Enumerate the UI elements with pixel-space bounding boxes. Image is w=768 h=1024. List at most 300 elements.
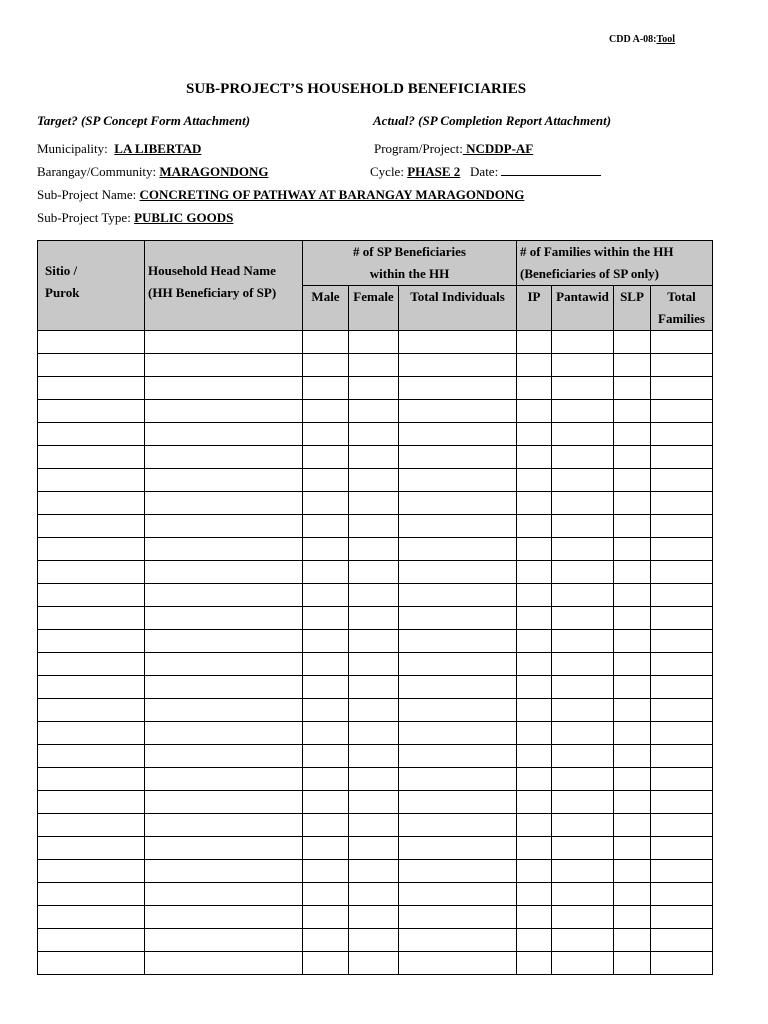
table-cell[interactable] — [145, 492, 303, 515]
table-cell[interactable] — [145, 423, 303, 446]
table-cell[interactable] — [552, 469, 614, 492]
table-cell[interactable] — [651, 377, 713, 400]
table-cell[interactable] — [145, 515, 303, 538]
table-cell[interactable] — [517, 676, 552, 699]
table-cell[interactable] — [303, 768, 349, 791]
table-cell[interactable] — [517, 814, 552, 837]
table-cell[interactable] — [517, 515, 552, 538]
table-cell[interactable] — [145, 400, 303, 423]
table-cell[interactable] — [614, 952, 651, 975]
table-cell[interactable] — [349, 929, 399, 952]
table-cell[interactable] — [399, 768, 517, 791]
table-cell[interactable] — [399, 584, 517, 607]
table-cell[interactable] — [303, 538, 349, 561]
table-cell[interactable] — [303, 745, 349, 768]
table-cell[interactable] — [145, 745, 303, 768]
table-cell[interactable] — [517, 745, 552, 768]
table-cell[interactable] — [303, 952, 349, 975]
table-row — [38, 469, 713, 492]
date-label: Date: — [470, 164, 499, 179]
table-cell[interactable] — [38, 906, 145, 929]
table-cell[interactable] — [303, 469, 349, 492]
col-hh-header — [145, 241, 303, 331]
table-cell[interactable] — [517, 630, 552, 653]
table-cell[interactable] — [349, 538, 399, 561]
table-cell[interactable] — [349, 883, 399, 906]
table-row — [38, 423, 713, 446]
table-cell[interactable] — [38, 929, 145, 952]
table-cell[interactable] — [614, 561, 651, 584]
table-cell[interactable] — [399, 952, 517, 975]
table-cell[interactable] — [38, 515, 145, 538]
table-cell[interactable] — [349, 377, 399, 400]
table-cell[interactable] — [38, 331, 145, 354]
table-cell[interactable] — [651, 676, 713, 699]
table-cell[interactable] — [303, 400, 349, 423]
table-cell[interactable] — [38, 768, 145, 791]
table-cell[interactable] — [651, 883, 713, 906]
table-cell[interactable] — [38, 400, 145, 423]
table-cell[interactable] — [145, 584, 303, 607]
table-cell[interactable] — [303, 515, 349, 538]
table-cell[interactable] — [517, 607, 552, 630]
table-cell[interactable] — [651, 400, 713, 423]
table-cell[interactable] — [651, 469, 713, 492]
table-cell[interactable] — [303, 377, 349, 400]
table-row — [38, 883, 713, 906]
table-cell[interactable] — [517, 400, 552, 423]
table-cell[interactable] — [651, 584, 713, 607]
table-cell[interactable] — [145, 699, 303, 722]
table-cell[interactable] — [38, 354, 145, 377]
table-cell[interactable] — [552, 607, 614, 630]
beneficiaries-table — [37, 240, 713, 975]
table-row — [38, 354, 713, 377]
table-cell[interactable] — [651, 814, 713, 837]
table-cell[interactable] — [399, 423, 517, 446]
table-cell[interactable] — [651, 561, 713, 584]
table-cell[interactable] — [349, 676, 399, 699]
table-cell[interactable] — [552, 653, 614, 676]
table-cell[interactable] — [349, 607, 399, 630]
table-cell[interactable] — [145, 469, 303, 492]
table-cell[interactable] — [303, 607, 349, 630]
table-cell[interactable] — [399, 653, 517, 676]
col-sitio-line1: Sitio / — [45, 263, 78, 278]
table-cell[interactable] — [349, 400, 399, 423]
table-cell[interactable] — [38, 561, 145, 584]
table-cell[interactable] — [552, 699, 614, 722]
table-cell[interactable] — [349, 584, 399, 607]
table-cell[interactable] — [614, 814, 651, 837]
table-cell[interactable] — [614, 492, 651, 515]
group-fam-line2: (Beneficiaries of SP only) — [520, 266, 660, 281]
table-cell[interactable] — [145, 331, 303, 354]
subproject-type-value: PUBLIC GOODS — [134, 210, 234, 225]
table-cell[interactable] — [399, 377, 517, 400]
table-cell[interactable] — [614, 929, 651, 952]
table-cell[interactable] — [614, 768, 651, 791]
subproject-name-label: Sub-Project Name: — [37, 187, 137, 202]
table-cell[interactable] — [552, 423, 614, 446]
table-cell[interactable] — [303, 584, 349, 607]
target-label: Target? (SP Concept Form Attachment) — [37, 113, 251, 128]
table-cell[interactable] — [303, 791, 349, 814]
table-cell[interactable] — [614, 906, 651, 929]
table-cell[interactable] — [614, 722, 651, 745]
table-cell[interactable] — [552, 722, 614, 745]
table-cell[interactable] — [145, 883, 303, 906]
table-cell[interactable] — [399, 469, 517, 492]
table-cell[interactable] — [517, 354, 552, 377]
table-cell[interactable] — [651, 354, 713, 377]
table-row — [38, 814, 713, 837]
table-cell[interactable] — [614, 469, 651, 492]
table-cell[interactable] — [552, 630, 614, 653]
col-sitio-header — [38, 241, 145, 331]
table-cell[interactable] — [38, 699, 145, 722]
table-cell[interactable] — [651, 630, 713, 653]
table-cell[interactable] — [145, 814, 303, 837]
table-cell[interactable] — [145, 607, 303, 630]
program-field — [374, 141, 533, 157]
table-cell[interactable] — [614, 607, 651, 630]
table-cell[interactable] — [614, 584, 651, 607]
table-cell[interactable] — [399, 331, 517, 354]
table-cell[interactable] — [399, 837, 517, 860]
cycle-label: Cycle: — [370, 164, 404, 179]
table-cell[interactable] — [552, 400, 614, 423]
table-cell[interactable] — [651, 860, 713, 883]
table-cell[interactable] — [38, 745, 145, 768]
table-cell[interactable] — [38, 584, 145, 607]
group-fam-header — [517, 241, 713, 286]
table-row — [38, 952, 713, 975]
table-cell[interactable] — [145, 561, 303, 584]
table-cell[interactable] — [349, 722, 399, 745]
table-cell[interactable] — [517, 331, 552, 354]
table-cell[interactable] — [349, 699, 399, 722]
table-cell[interactable] — [399, 699, 517, 722]
table-cell[interactable] — [349, 952, 399, 975]
table-cell[interactable] — [349, 561, 399, 584]
table-cell[interactable] — [552, 860, 614, 883]
table-cell[interactable] — [517, 883, 552, 906]
table-cell[interactable] — [517, 906, 552, 929]
table-cell[interactable] — [349, 745, 399, 768]
table-cell[interactable] — [614, 538, 651, 561]
group-sp-line1: # of SP Beneficiaries — [352, 244, 466, 259]
table-cell[interactable] — [614, 883, 651, 906]
table-cell[interactable] — [349, 630, 399, 653]
table-row — [38, 377, 713, 400]
table-cell[interactable] — [145, 860, 303, 883]
table-cell[interactable] — [145, 768, 303, 791]
table-cell[interactable] — [614, 331, 651, 354]
table-row — [38, 446, 713, 469]
table-cell[interactable] — [349, 906, 399, 929]
table-cell[interactable] — [145, 377, 303, 400]
table-cell[interactable] — [614, 630, 651, 653]
table-cell[interactable] — [38, 630, 145, 653]
table-cell[interactable] — [517, 837, 552, 860]
table-cell[interactable] — [303, 860, 349, 883]
table-cell[interactable] — [517, 423, 552, 446]
table-cell[interactable] — [145, 446, 303, 469]
table-cell[interactable] — [349, 469, 399, 492]
table-cell[interactable] — [614, 446, 651, 469]
table-cell[interactable] — [399, 814, 517, 837]
table-cell[interactable] — [651, 538, 713, 561]
table-cell[interactable] — [614, 377, 651, 400]
table-row — [38, 722, 713, 745]
table-cell[interactable] — [303, 699, 349, 722]
table-cell[interactable] — [399, 722, 517, 745]
table-cell[interactable] — [399, 745, 517, 768]
table-cell[interactable] — [145, 837, 303, 860]
table-cell[interactable] — [517, 791, 552, 814]
table-cell[interactable] — [651, 722, 713, 745]
table-cell[interactable] — [651, 768, 713, 791]
table-cell[interactable] — [614, 400, 651, 423]
table-cell[interactable] — [38, 423, 145, 446]
table-cell[interactable] — [303, 354, 349, 377]
table-cell[interactable] — [303, 814, 349, 837]
table-cell[interactable] — [145, 630, 303, 653]
sub-male: Male — [303, 286, 349, 331]
table-row — [38, 561, 713, 584]
table-cell[interactable] — [517, 446, 552, 469]
table-cell[interactable] — [38, 446, 145, 469]
table-cell[interactable] — [552, 929, 614, 952]
table-cell[interactable] — [399, 607, 517, 630]
table-cell[interactable] — [552, 538, 614, 561]
table-cell[interactable] — [552, 561, 614, 584]
table-cell[interactable] — [399, 860, 517, 883]
table-cell[interactable] — [517, 492, 552, 515]
table-cell[interactable] — [651, 745, 713, 768]
table-cell[interactable] — [399, 446, 517, 469]
table-cell[interactable] — [303, 883, 349, 906]
table-cell[interactable] — [651, 837, 713, 860]
table-cell[interactable] — [552, 354, 614, 377]
table-cell[interactable] — [349, 354, 399, 377]
table-cell[interactable] — [399, 906, 517, 929]
table-body — [38, 331, 713, 975]
table-cell[interactable] — [349, 860, 399, 883]
table-cell[interactable] — [303, 676, 349, 699]
table-cell[interactable] — [614, 653, 651, 676]
table-cell[interactable] — [303, 492, 349, 515]
table-row — [38, 515, 713, 538]
table-cell[interactable] — [349, 331, 399, 354]
table-cell[interactable] — [651, 906, 713, 929]
table-cell[interactable] — [552, 883, 614, 906]
table-cell[interactable] — [303, 446, 349, 469]
table-cell[interactable] — [552, 676, 614, 699]
table-cell[interactable] — [303, 331, 349, 354]
table-cell[interactable] — [517, 722, 552, 745]
table-cell[interactable] — [552, 745, 614, 768]
group-sp-header — [303, 241, 517, 286]
table-row — [38, 653, 713, 676]
sub-total-families-line1: Total — [667, 289, 696, 304]
table-cell[interactable] — [399, 515, 517, 538]
table-cell[interactable] — [399, 400, 517, 423]
table-cell[interactable] — [303, 929, 349, 952]
table-cell[interactable] — [303, 722, 349, 745]
table-cell[interactable] — [614, 515, 651, 538]
subproject-type-label: Sub-Project Type: — [37, 210, 131, 225]
table-row — [38, 837, 713, 860]
table-cell[interactable] — [349, 515, 399, 538]
table-cell[interactable] — [145, 929, 303, 952]
table-cell[interactable] — [303, 653, 349, 676]
table-cell[interactable] — [303, 630, 349, 653]
table-cell[interactable] — [399, 354, 517, 377]
table-cell[interactable] — [349, 653, 399, 676]
table-row — [38, 699, 713, 722]
table-cell[interactable] — [399, 538, 517, 561]
table-cell[interactable] — [614, 860, 651, 883]
sub-total-individuals: Total Individuals — [399, 286, 517, 331]
table-cell[interactable] — [614, 354, 651, 377]
table-cell[interactable] — [303, 837, 349, 860]
table-cell[interactable] — [303, 906, 349, 929]
table-cell[interactable] — [38, 814, 145, 837]
table-cell[interactable] — [552, 791, 614, 814]
table-cell[interactable] — [38, 469, 145, 492]
table-cell[interactable] — [651, 423, 713, 446]
date-blank[interactable] — [501, 164, 601, 176]
table-cell[interactable] — [552, 377, 614, 400]
table-cell[interactable] — [517, 653, 552, 676]
table-cell[interactable] — [651, 699, 713, 722]
barangay-value: MARAGONDONG — [159, 164, 269, 179]
table-cell[interactable] — [517, 860, 552, 883]
table-cell[interactable] — [517, 561, 552, 584]
table-cell[interactable] — [517, 952, 552, 975]
table-cell[interactable] — [349, 791, 399, 814]
table-cell[interactable] — [38, 377, 145, 400]
table-cell[interactable] — [145, 952, 303, 975]
municipality-label: Municipality: — [37, 141, 108, 156]
table-cell[interactable] — [145, 791, 303, 814]
col-hh-line2: (HH Beneficiary of SP) — [148, 285, 277, 300]
form-code-text: CDD A-08: — [609, 34, 657, 45]
table-cell[interactable] — [651, 515, 713, 538]
table-cell[interactable] — [349, 423, 399, 446]
table-cell[interactable] — [552, 906, 614, 929]
form-code — [609, 34, 675, 45]
barangay-label: Barangay/Community: — [37, 164, 157, 179]
table-cell[interactable] — [552, 768, 614, 791]
table-cell[interactable] — [38, 722, 145, 745]
table-cell[interactable] — [651, 607, 713, 630]
table-cell[interactable] — [651, 492, 713, 515]
table-cell[interactable] — [38, 492, 145, 515]
table-cell[interactable] — [651, 791, 713, 814]
table-cell[interactable] — [349, 814, 399, 837]
table-cell[interactable] — [349, 837, 399, 860]
table-cell[interactable] — [552, 492, 614, 515]
table-cell[interactable] — [38, 653, 145, 676]
table-row — [38, 768, 713, 791]
program-label: Program/Project: — [374, 141, 463, 156]
table-cell[interactable] — [349, 768, 399, 791]
table-cell[interactable] — [651, 929, 713, 952]
table-cell[interactable] — [517, 699, 552, 722]
table-cell[interactable] — [303, 561, 349, 584]
table-cell[interactable] — [614, 837, 651, 860]
table-cell[interactable] — [614, 676, 651, 699]
table-cell[interactable] — [517, 469, 552, 492]
table-cell[interactable] — [517, 377, 552, 400]
table-cell[interactable] — [38, 883, 145, 906]
table-cell[interactable] — [145, 722, 303, 745]
table-cell[interactable] — [145, 354, 303, 377]
table-cell[interactable] — [399, 929, 517, 952]
table-cell[interactable] — [517, 768, 552, 791]
table-cell[interactable] — [517, 584, 552, 607]
table-cell[interactable] — [552, 331, 614, 354]
table-cell[interactable] — [38, 837, 145, 860]
table-cell[interactable] — [651, 446, 713, 469]
table-cell[interactable] — [38, 952, 145, 975]
table-cell[interactable] — [38, 676, 145, 699]
table-cell[interactable] — [38, 538, 145, 561]
table-cell[interactable] — [651, 331, 713, 354]
table-cell[interactable] — [552, 952, 614, 975]
table-cell[interactable] — [399, 883, 517, 906]
table-cell[interactable] — [552, 837, 614, 860]
table-cell[interactable] — [552, 584, 614, 607]
table-cell[interactable] — [38, 860, 145, 883]
table-cell[interactable] — [552, 515, 614, 538]
table-cell[interactable] — [399, 561, 517, 584]
table-cell[interactable] — [651, 952, 713, 975]
subproject-name-value: CONCRETING OF PATHWAY AT BARANGAY MARAGONDONG — [139, 187, 525, 202]
table-cell[interactable] — [552, 814, 614, 837]
table-row — [38, 630, 713, 653]
table-cell[interactable] — [399, 630, 517, 653]
subproject-type-field — [37, 210, 233, 226]
table-cell[interactable] — [614, 699, 651, 722]
sub-slp: SLP — [614, 286, 651, 331]
table-cell[interactable] — [349, 446, 399, 469]
table-cell[interactable] — [517, 538, 552, 561]
table-cell[interactable] — [399, 492, 517, 515]
page-title-text: SUB-PROJECT’S HOUSEHOLD BENEFICIARIES — [186, 81, 527, 97]
table-cell[interactable] — [651, 653, 713, 676]
table-cell[interactable] — [552, 446, 614, 469]
table-cell[interactable] — [303, 423, 349, 446]
table-cell[interactable] — [145, 676, 303, 699]
sub-ip: IP — [517, 286, 552, 331]
table-cell[interactable] — [517, 929, 552, 952]
table-cell[interactable] — [399, 676, 517, 699]
table-cell[interactable] — [614, 745, 651, 768]
table-cell[interactable] — [38, 607, 145, 630]
table-cell[interactable] — [614, 423, 651, 446]
table-cell[interactable] — [399, 791, 517, 814]
table-cell[interactable] — [349, 492, 399, 515]
table-cell[interactable] — [145, 653, 303, 676]
table-cell[interactable] — [145, 906, 303, 929]
table-cell[interactable] — [145, 538, 303, 561]
table-cell[interactable] — [614, 791, 651, 814]
table-cell[interactable] — [38, 791, 145, 814]
